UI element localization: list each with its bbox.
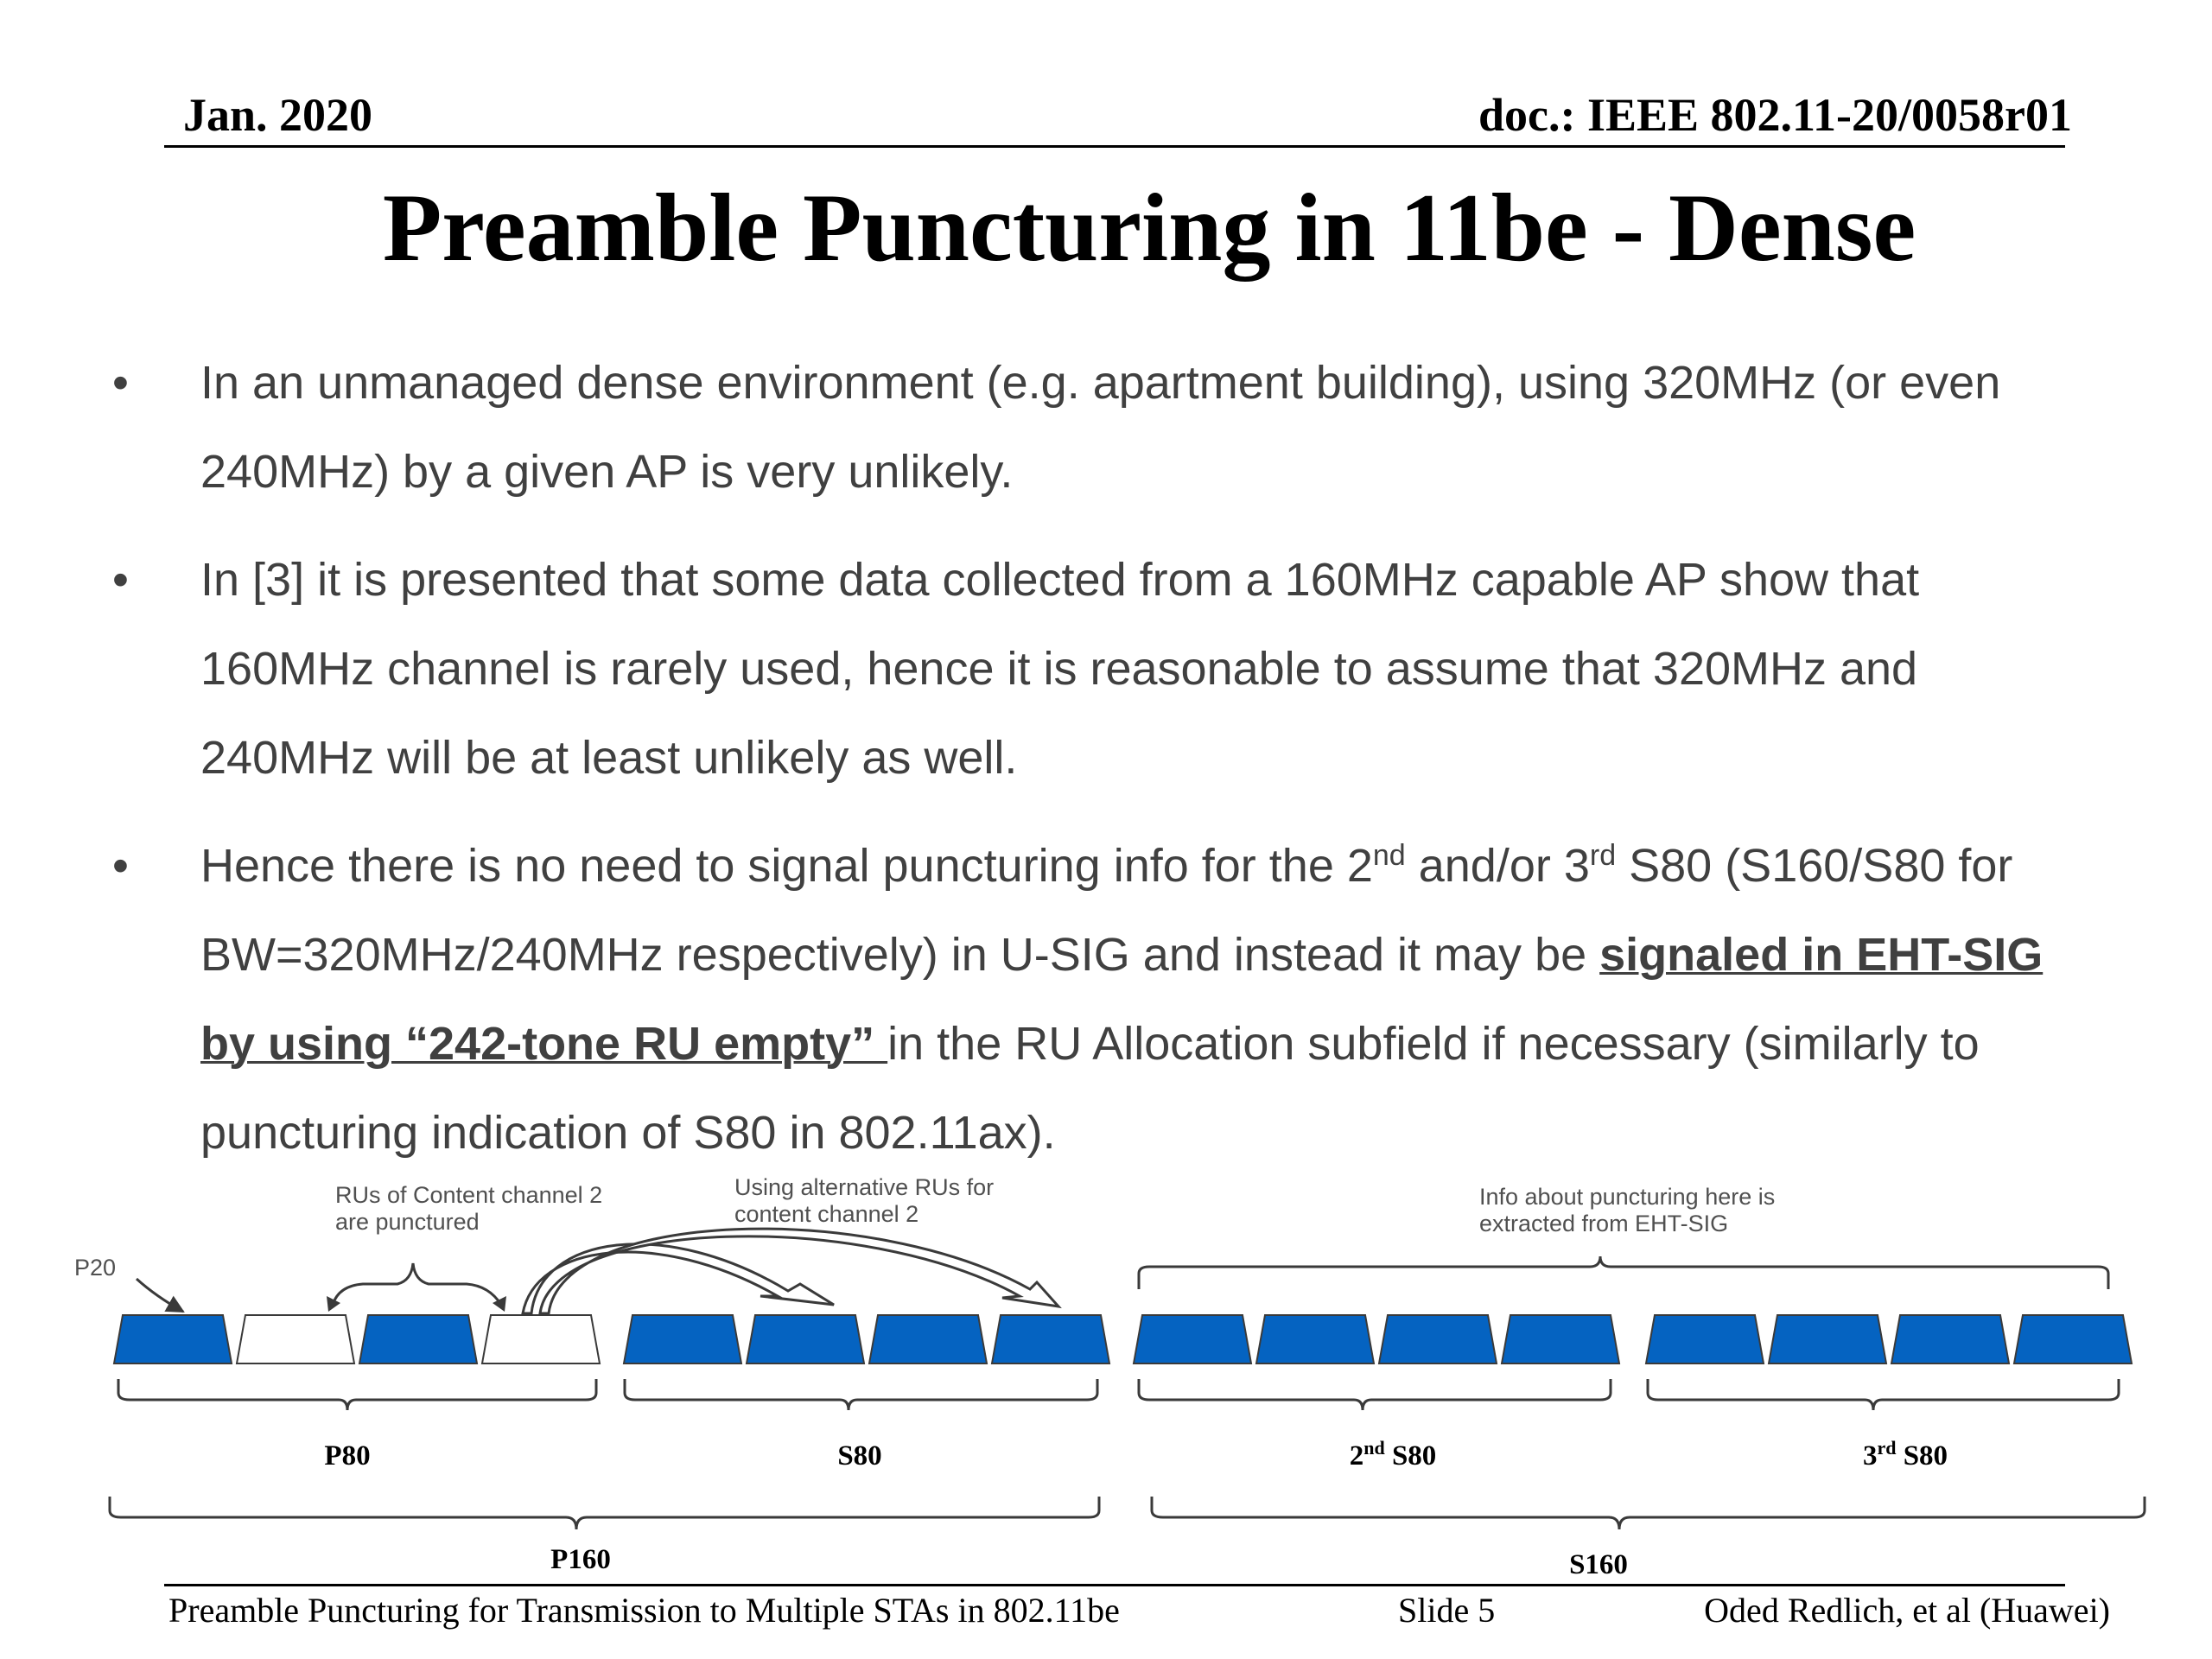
bullet-marker: •	[112, 840, 129, 892]
footer-divider	[164, 1584, 2065, 1586]
annotation-info-line2: extracted from EHT-SIG	[1479, 1211, 1729, 1236]
segment-braces	[110, 1379, 2145, 1529]
annotation-punctured-line1: RUs of Content channel 2	[335, 1182, 603, 1208]
channel-20mhz-occupied	[869, 1315, 987, 1363]
bullet-item	[112, 339, 2100, 517]
slide-title: Preamble Puncturing in 11be - Dense	[382, 175, 1916, 282]
channel-20mhz-punctured	[482, 1315, 600, 1363]
header-divider	[164, 145, 2065, 148]
punctured-brace	[333, 1263, 501, 1305]
channel-20mhz-occupied	[1646, 1315, 1764, 1363]
bullet-marker: •	[112, 554, 129, 606]
alt-ru-arrow-1	[523, 1244, 834, 1313]
p20-label: P20	[74, 1255, 117, 1281]
label-3rd-s80: 3rd S80	[1862, 1437, 1948, 1471]
label-2nd-s80: 2nd S80	[1349, 1437, 1437, 1471]
punctured-brace-left-arrowhead	[327, 1296, 340, 1312]
channel-20mhz-occupied	[1379, 1315, 1497, 1363]
header-doc-id: doc.: IEEE 802.11-20/0058r01	[1478, 89, 2072, 141]
annotation-info-line1: Info about puncturing here is	[1479, 1184, 1776, 1210]
underlined-emphasis: signaled in EHT-SIG by using “242-tone RU empty”	[200, 929, 2044, 1070]
channel-20mhz-occupied	[359, 1315, 477, 1363]
p80-brace	[118, 1379, 596, 1410]
bullet-text: In an unmanaged dense environment (e.g. apartment building), using 320MHz (or even 240MHz) by a given AP is very unlikely.	[200, 357, 2001, 498]
label-p160: P160	[550, 1544, 611, 1575]
info-brace	[1139, 1256, 2108, 1289]
annotation-punctured-line2: are punctured	[335, 1209, 480, 1235]
header-date: Jan. 2020	[183, 89, 373, 141]
bullet-text: In [3] it is presented that some data collected from a 160MHz capable AP show that 160MHz channel is rarely used, hence it is reasonable to assume that 320MHz and 240MHz will be at least unlikely as well.	[200, 554, 1920, 784]
channel-20mhz-occupied	[624, 1315, 741, 1363]
channel-20mhz-occupied	[2014, 1315, 2132, 1363]
footer-title: Preamble Puncturing for Transmission to Multiple STAs in 802.11be	[168, 1591, 1120, 1630]
bullet-list	[112, 339, 2100, 1197]
channel-20mhz-occupied	[1891, 1315, 2009, 1363]
label-p80: P80	[324, 1440, 371, 1471]
channel-20mhz-occupied	[1769, 1315, 1886, 1363]
bullet-item	[112, 536, 2100, 803]
channel-20mhz-occupied	[1134, 1315, 1251, 1363]
s80-2-brace	[1139, 1379, 1611, 1410]
footer-slide-number: Slide 5	[1398, 1591, 1496, 1630]
bullet-text: Hence there is no need to signal puncturing info for the 2nd and/or 3rd S80 (S160/S80 for BW=320MHz/240MHz respectively) in U-SIG and instead it may be signaled in EHT-SIG by using “242-tone RU empty” in the RU Allocation subfield if necessary (similarly to puncturing indication of S80 in 802.11ax).	[200, 839, 2044, 1159]
channel-diagram	[0, 1175, 2212, 1581]
s160-brace	[1152, 1497, 2145, 1529]
channel-20mhz-occupied	[1256, 1315, 1374, 1363]
label-s80: S80	[837, 1440, 882, 1471]
channel-20mhz-occupied	[1502, 1315, 1619, 1363]
s80-3-brace	[1648, 1379, 2119, 1410]
channel-row	[114, 1315, 2132, 1363]
bullet-marker: •	[112, 357, 129, 409]
label-s160: S160	[1569, 1549, 1628, 1580]
channel-20mhz-punctured	[237, 1315, 354, 1363]
punctured-brace-right-arrowhead	[493, 1296, 506, 1312]
p20-pointer	[137, 1279, 183, 1312]
channel-20mhz-occupied	[992, 1315, 1109, 1363]
channel-20mhz-occupied	[114, 1315, 232, 1363]
footer-author: Oded Redlich, et al (Huawei)	[1704, 1591, 2110, 1630]
s80-brace	[625, 1379, 1097, 1410]
channel-20mhz-occupied	[747, 1315, 864, 1363]
annotation-alternative-line1: Using alternative RUs for	[734, 1175, 995, 1200]
annotation-alternative-line2: content channel 2	[734, 1201, 919, 1227]
p160-brace	[110, 1497, 1099, 1529]
bullet-item	[112, 822, 2100, 1178]
